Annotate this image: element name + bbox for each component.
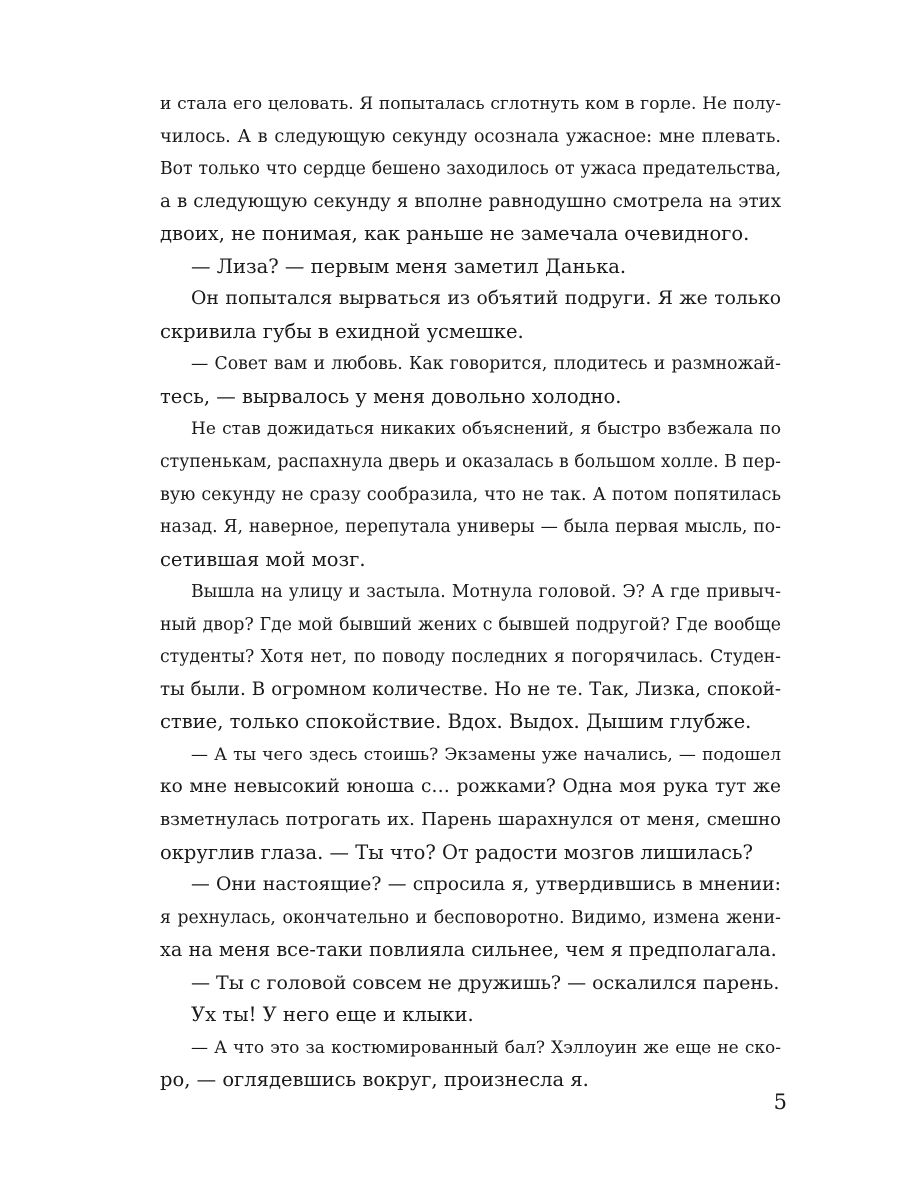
body-text xyxy=(160,88,781,1097)
text-line: а в следующую секунду я вполне равнодушно смотрела на этих xyxy=(160,190,781,212)
text-line: взметнулась потрогать их. Парень шарахнулся от меня, смешно xyxy=(160,809,781,831)
text-line: я рехнулась, окончательно и бесповоротно. Видимо, измена жени- xyxy=(160,907,781,928)
text-line: чилось. А в следующую секунду осознала ужасное: мне плевать. xyxy=(160,126,781,147)
text-line: — Они настоящие? — спросила я, утвердившись в мнении: xyxy=(191,874,781,896)
text-line: скривила губы в ехидной усмешке. xyxy=(160,319,524,343)
text-line: Он попытался вырваться из объятий подруги. Я же только xyxy=(191,288,781,310)
text-line: — Лиза? — первым меня заметил Данька. xyxy=(191,254,627,278)
text-line: назад. Я, наверное, перепутала универы — была первая мысль, по- xyxy=(160,517,781,538)
text-line: Не став дожидаться никаких объяснений, я быстро взбежала по xyxy=(191,419,781,440)
text-line: — А что это за костюмированный бал? Хэллоуин же еще не ско- xyxy=(191,1037,781,1058)
text-line: ствие, только спокойствие. Вдох. Выдох. Дышим глубже. xyxy=(160,710,752,734)
text-line: сетившая мой мозг. xyxy=(160,547,366,571)
page-number: 5 xyxy=(773,1090,787,1114)
text-line: — Ты с головой совсем не дружишь? — оскалился парень. xyxy=(191,971,780,994)
text-line: ко мне невысокий юноша с… рожками? Одна моя рука тут же xyxy=(160,776,781,798)
text-line: ступенькам, распахнула дверь и оказалась в большом холле. В пер- xyxy=(160,452,781,473)
text-line: ха на меня все-таки повлияла сильнее, чем я предполагала. xyxy=(160,938,777,962)
text-line: Вот только что сердце бешено заходилось от ужаса предательства, xyxy=(160,159,781,180)
text-line: Ух ты! У него еще и клыки. xyxy=(191,1003,474,1027)
text-line: — А ты чего здесь стоишь? Экзамены уже начались, — подошел xyxy=(191,744,781,765)
text-line: тесь, — вырвалось у меня довольно холодно. xyxy=(160,384,622,408)
text-line: двоих, не понимая, как раньше не замечала очевидного. xyxy=(160,222,750,246)
text-line: — Совет вам и любовь. Как говорится, плодитесь и размножай- xyxy=(191,354,781,375)
text-line: ты были. В огромном количестве. Но не те. Так, Лизка, спокой- xyxy=(160,678,781,700)
text-line: округлив глаза. — Ты что? От радости мозгов лишилась? xyxy=(160,840,753,864)
text-line: вую секунду не сразу сообразила, что не так. А потом попятилась xyxy=(160,484,781,505)
text-line: ро, — оглядевшись вокруг, произнесла я. xyxy=(160,1068,589,1092)
text-line: студенты? Хотя нет, по поводу последних я погорячилась. Студен- xyxy=(160,647,781,668)
text-line: Вышла на улицу и застыла. Мотнула головой. Э? А где привыч- xyxy=(191,582,781,603)
text-line: и стала его целовать. Я попыталась сглотнуть ком в горле. Не полу- xyxy=(160,94,781,114)
text-line: ный двор? Где мой бывший жених с бывшей подругой? Где вообще xyxy=(160,614,781,635)
